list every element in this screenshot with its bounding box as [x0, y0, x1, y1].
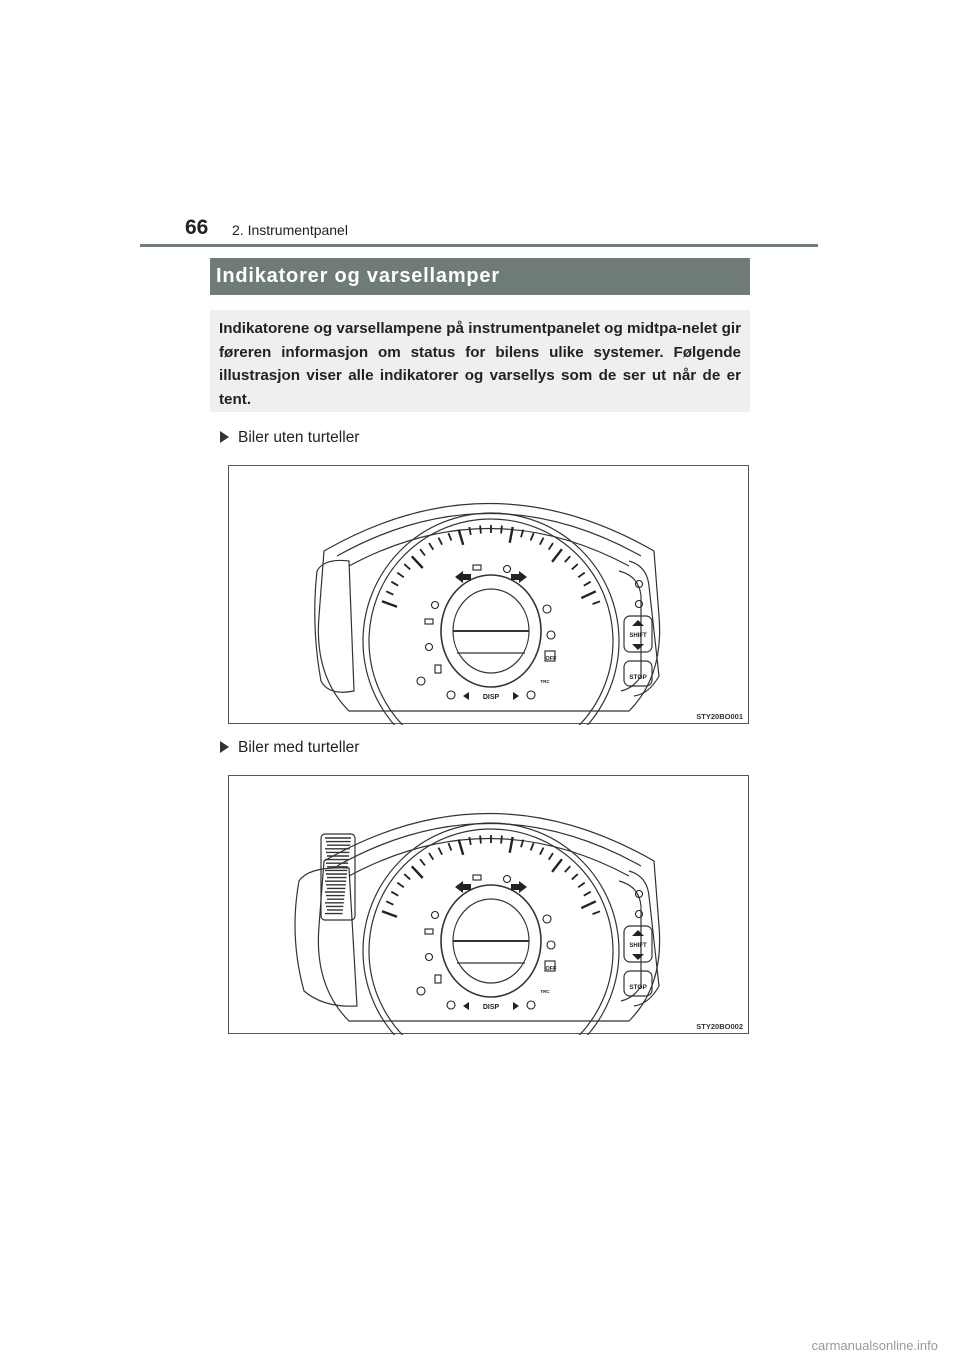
brake-warning-icon: [543, 605, 551, 613]
disp-label: DISP: [482, 1004, 500, 1011]
intro-box: [210, 310, 750, 412]
caption-text: Biler uten turteller: [238, 429, 360, 446]
section-title: Indikatorer og varsellamper: [210, 258, 750, 295]
high-beam-icon: [473, 875, 481, 880]
watermark: carmanualsonline.info: [811, 1338, 938, 1353]
figure-cluster-2: [228, 775, 749, 1034]
stop-label: STOP: [629, 674, 647, 681]
left-knob-icon: [447, 1001, 455, 1009]
right-knob-icon: [527, 1001, 535, 1009]
seatbelt-icon: [417, 987, 425, 995]
airbag-warning-icon: [432, 602, 439, 609]
figure-cluster-1: [228, 465, 749, 724]
off-label: OFF: [545, 656, 557, 662]
triangle-bullet-icon: [220, 741, 229, 753]
disp-left-arrow-icon: [463, 692, 469, 700]
intro-text: Indikatorene og varsellampene på instrumentpanelet og midtpa-nelet gir føreren informasjon om status for bilens ulike systemer. Følgende illustrasjon viser alle indikatorer og varsellys som de ser ut når de er tent.: [219, 320, 741, 408]
shift-label: SHIFT: [629, 633, 647, 639]
disp-label: DISP: [482, 694, 500, 701]
chapter-title: 2. Instrumentpanel: [232, 222, 348, 238]
disp-right-arrow-icon: [513, 692, 519, 700]
header-rule: [140, 244, 818, 247]
page-number: 66: [185, 216, 209, 239]
shift-up-arrow-icon: [632, 930, 644, 936]
fuel-icon: [435, 665, 441, 673]
shift-label: SHIFT: [629, 943, 647, 949]
shift-down-arrow-icon: [632, 954, 644, 960]
figure-code: STY20BO002: [696, 1022, 743, 1031]
auto-stop-icon: [547, 631, 555, 639]
auto-stop-icon: [547, 941, 555, 949]
shift-down-arrow-icon: [632, 644, 644, 650]
figure-code: STY20BO001: [696, 712, 743, 721]
battery-warning-icon: [425, 929, 433, 934]
off-label: OFF: [545, 966, 557, 972]
cluster-left-wing: [315, 560, 354, 692]
fuel-icon: [435, 975, 441, 983]
triangle-bullet-icon: [220, 431, 229, 443]
engine-warning-icon: [426, 954, 433, 961]
stop-label: STOP: [629, 984, 647, 991]
instrument-cluster-illustration: [229, 466, 750, 725]
seatbelt-icon: [417, 677, 425, 685]
disp-right-arrow-icon: [513, 1002, 519, 1010]
left-knob-icon: [447, 691, 455, 699]
figure-caption-1: [220, 429, 359, 447]
headlight-icon: [504, 876, 511, 883]
engine-warning-icon: [426, 644, 433, 651]
brake-warning-icon: [543, 915, 551, 923]
instrument-cluster-illustration: [229, 776, 750, 1035]
high-beam-icon: [473, 565, 481, 570]
trc-label: TRC: [540, 989, 550, 994]
headlight-icon: [504, 566, 511, 573]
trc-label: TRC: [540, 679, 550, 684]
shift-up-arrow-icon: [632, 620, 644, 626]
caption-text: Biler med turteller: [238, 739, 360, 756]
airbag-warning-icon: [432, 912, 439, 919]
right-knob-icon: [527, 691, 535, 699]
right-indicator-pod: [619, 571, 641, 691]
figure-caption-2: [220, 739, 359, 757]
disp-left-arrow-icon: [463, 1002, 469, 1010]
battery-warning-icon: [425, 619, 433, 624]
right-indicator-pod: [619, 881, 641, 1001]
